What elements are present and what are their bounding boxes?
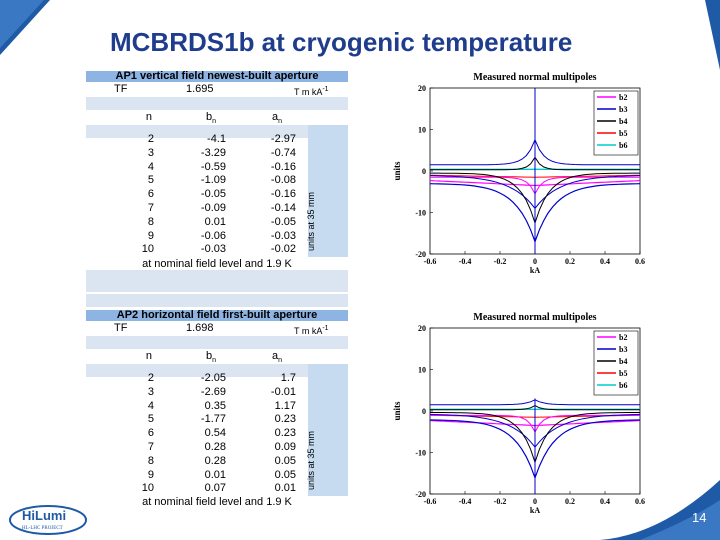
table-row [86, 217, 348, 228]
cell-b: -1.09 [200, 174, 226, 187]
cell-b: 0.01 [204, 468, 226, 481]
cell-n: 7 [147, 202, 154, 214]
column-header-row [86, 350, 348, 365]
multipole-chart-ap2 [390, 308, 660, 522]
legend-label-b2: b2 [619, 93, 628, 102]
table-row [86, 414, 348, 425]
cell-b: 0.28 [204, 454, 226, 467]
cell-b: -0.59 [200, 160, 226, 173]
table-row [86, 470, 348, 481]
col-n-header: n [145, 350, 152, 362]
cell-n: 6 [147, 188, 154, 201]
table-row [86, 401, 348, 412]
table-header: AP2 horizontal field first-built aperture [86, 310, 348, 321]
x-axis-label: kA [529, 506, 541, 515]
tf-value: 1.698 [186, 322, 214, 334]
x-tick-label: 0 [533, 257, 537, 266]
cell-n: 3 [147, 385, 154, 398]
cell-n: 2 [147, 372, 154, 384]
cell-a: -0.03 [270, 229, 296, 242]
y-tick-label: 20 [418, 84, 426, 93]
y-axis-label: units [392, 161, 402, 181]
legend-label-b5: b5 [619, 129, 628, 138]
slide-title: MCBRDS1b at cryogenic temperature [110, 27, 573, 57]
table-row [86, 231, 348, 242]
cell-n: 4 [147, 160, 154, 173]
x-tick-label: -0.4 [458, 257, 472, 266]
table-row [86, 162, 348, 173]
cell-n: 7 [147, 441, 154, 453]
cell-a: -0.02 [270, 243, 296, 256]
tf-value: 1.695 [186, 83, 214, 95]
x-tick-label: -0.2 [493, 497, 507, 506]
legend-label-b3: b3 [619, 105, 628, 114]
table-row [86, 442, 348, 453]
x-tick-label: 0 [533, 497, 537, 506]
x-tick-label: 0.6 [635, 497, 645, 506]
legend-label-b4: b4 [619, 117, 628, 126]
cell-n: 6 [147, 427, 154, 440]
tf-unit: T m $kA^{-1}$ [294, 86, 329, 97]
cell-b: 0.35 [204, 399, 226, 412]
cell-n: 10 [141, 482, 154, 495]
cell-b: 0.07 [204, 482, 226, 495]
cell-n: 8 [147, 215, 154, 228]
logo-sub-text: HL-LHC PROJECT [22, 526, 63, 531]
y-tick-label: 0 [422, 407, 426, 416]
y-tick-label: 10 [418, 125, 426, 135]
column-header-row [86, 111, 348, 126]
page-number: 14 [692, 510, 707, 525]
y-tick-label: -20 [415, 490, 426, 499]
table-row [86, 148, 348, 159]
table-row [86, 428, 348, 439]
cell-n: 9 [147, 229, 154, 242]
y-axis-label: units [392, 401, 402, 421]
ap1-table [86, 71, 348, 271]
col-b-header: $b_n$ [206, 350, 217, 365]
x-axis-label: kA [529, 266, 541, 275]
x-tick-label: 0.4 [600, 257, 610, 266]
cell-a: -2.97 [270, 133, 296, 145]
spacer-band [86, 270, 348, 292]
table-header: AP1 vertical field newest-built aperture [86, 71, 348, 82]
x-tick-label: -0.6 [423, 257, 437, 266]
cell-a: -0.74 [270, 146, 296, 159]
cell-b: -3.29 [200, 146, 226, 159]
cell-n: 3 [147, 146, 154, 159]
y-tick-label: -10 [415, 208, 426, 218]
y-tick-label: 20 [418, 324, 426, 333]
table-row [86, 175, 348, 186]
cell-b: -0.06 [200, 229, 226, 242]
table-row [86, 189, 348, 200]
cell-n: 5 [147, 413, 154, 426]
y-tick-label: 0 [422, 167, 426, 176]
cell-a: 0.09 [274, 441, 296, 453]
tf-unit: T m $kA^{-1}$ [294, 325, 329, 336]
cell-b: -2.69 [200, 385, 226, 398]
legend-label-b2: b2 [619, 333, 628, 342]
ap2-table [86, 310, 348, 510]
cell-b: -0.05 [200, 188, 226, 201]
chart-title: Measured normal multipoles [473, 312, 597, 323]
col-a-header: $a_n$ [272, 111, 283, 126]
x-tick-label: 0.2 [565, 497, 575, 506]
spacer-band [86, 294, 348, 307]
y-tick-label: 10 [418, 365, 426, 375]
logo-main-text: HiLumi [22, 508, 67, 523]
units-label: units at 35 mm [306, 430, 316, 490]
cell-a: -0.01 [270, 385, 296, 398]
row-band [86, 336, 348, 349]
legend-label-b6: b6 [619, 381, 628, 390]
table-row [86, 387, 348, 398]
chart-title: Measured normal multipoles [473, 72, 597, 83]
cell-n: 5 [147, 174, 154, 187]
cell-b: 0.54 [204, 427, 226, 440]
x-tick-label: -0.2 [493, 257, 507, 266]
col-b-header: $b_n$ [206, 111, 217, 126]
cell-a: 0.05 [274, 468, 296, 481]
col-a-header: $a_n$ [272, 350, 283, 365]
cell-b: 0.01 [204, 215, 226, 228]
cell-a: 0.05 [274, 454, 296, 467]
cell-a: -0.05 [270, 215, 296, 228]
legend-label-b5: b5 [619, 369, 628, 378]
cell-n: 2 [147, 133, 154, 145]
tf-row [86, 323, 348, 334]
cell-b: -1.77 [200, 413, 226, 426]
cell-b: -0.03 [200, 243, 226, 256]
y-tick-label: -10 [415, 448, 426, 458]
x-tick-label: -0.6 [423, 497, 437, 506]
cell-n: 8 [147, 454, 154, 467]
table-note: at nominal field level and 1.9 K [142, 496, 292, 508]
tf-label: TF [114, 322, 128, 334]
col-n-header: n [145, 111, 152, 123]
legend-label-b3: b3 [619, 345, 628, 354]
cell-a: -0.16 [270, 188, 296, 201]
x-tick-label: 0.4 [600, 497, 610, 506]
table-row [86, 456, 348, 467]
multipole-chart-ap1 [390, 68, 660, 280]
hilumi-logo [8, 500, 108, 536]
cell-b: -2.05 [200, 372, 226, 384]
cell-a: -0.14 [270, 202, 296, 214]
cell-b: -0.09 [200, 202, 226, 214]
cell-a: -0.08 [270, 174, 296, 187]
x-tick-label: -0.4 [458, 497, 472, 506]
x-tick-label: 0.6 [635, 257, 645, 266]
table-note: at nominal field level and 1.9 K [142, 258, 292, 270]
table-row [86, 483, 348, 494]
units-label: units at 35 mm [306, 191, 316, 251]
legend-label-b6: b6 [619, 141, 628, 150]
cell-a: 1.7 [280, 372, 296, 384]
x-tick-label: 0.2 [565, 257, 575, 266]
row-band [86, 97, 348, 110]
cell-b: 0.28 [204, 441, 226, 453]
tf-label: TF [114, 83, 128, 95]
cell-b: -4.1 [207, 133, 226, 145]
y-tick-label: -20 [415, 250, 426, 259]
cell-n: 10 [141, 243, 154, 256]
top-right-corner-shape [705, 0, 720, 70]
tf-row [86, 84, 348, 95]
legend-label-b4: b4 [619, 357, 628, 366]
cell-a: 1.17 [274, 399, 296, 412]
cell-n: 4 [147, 399, 154, 412]
table-row [86, 244, 348, 255]
cell-a: 0.23 [274, 427, 296, 440]
cell-a: 0.01 [274, 482, 296, 495]
table-row [86, 373, 348, 384]
cell-a: 0.23 [274, 413, 296, 426]
cell-a: -0.16 [270, 160, 296, 173]
table-row [86, 134, 348, 145]
cell-n: 9 [147, 468, 154, 481]
table-row [86, 203, 348, 214]
